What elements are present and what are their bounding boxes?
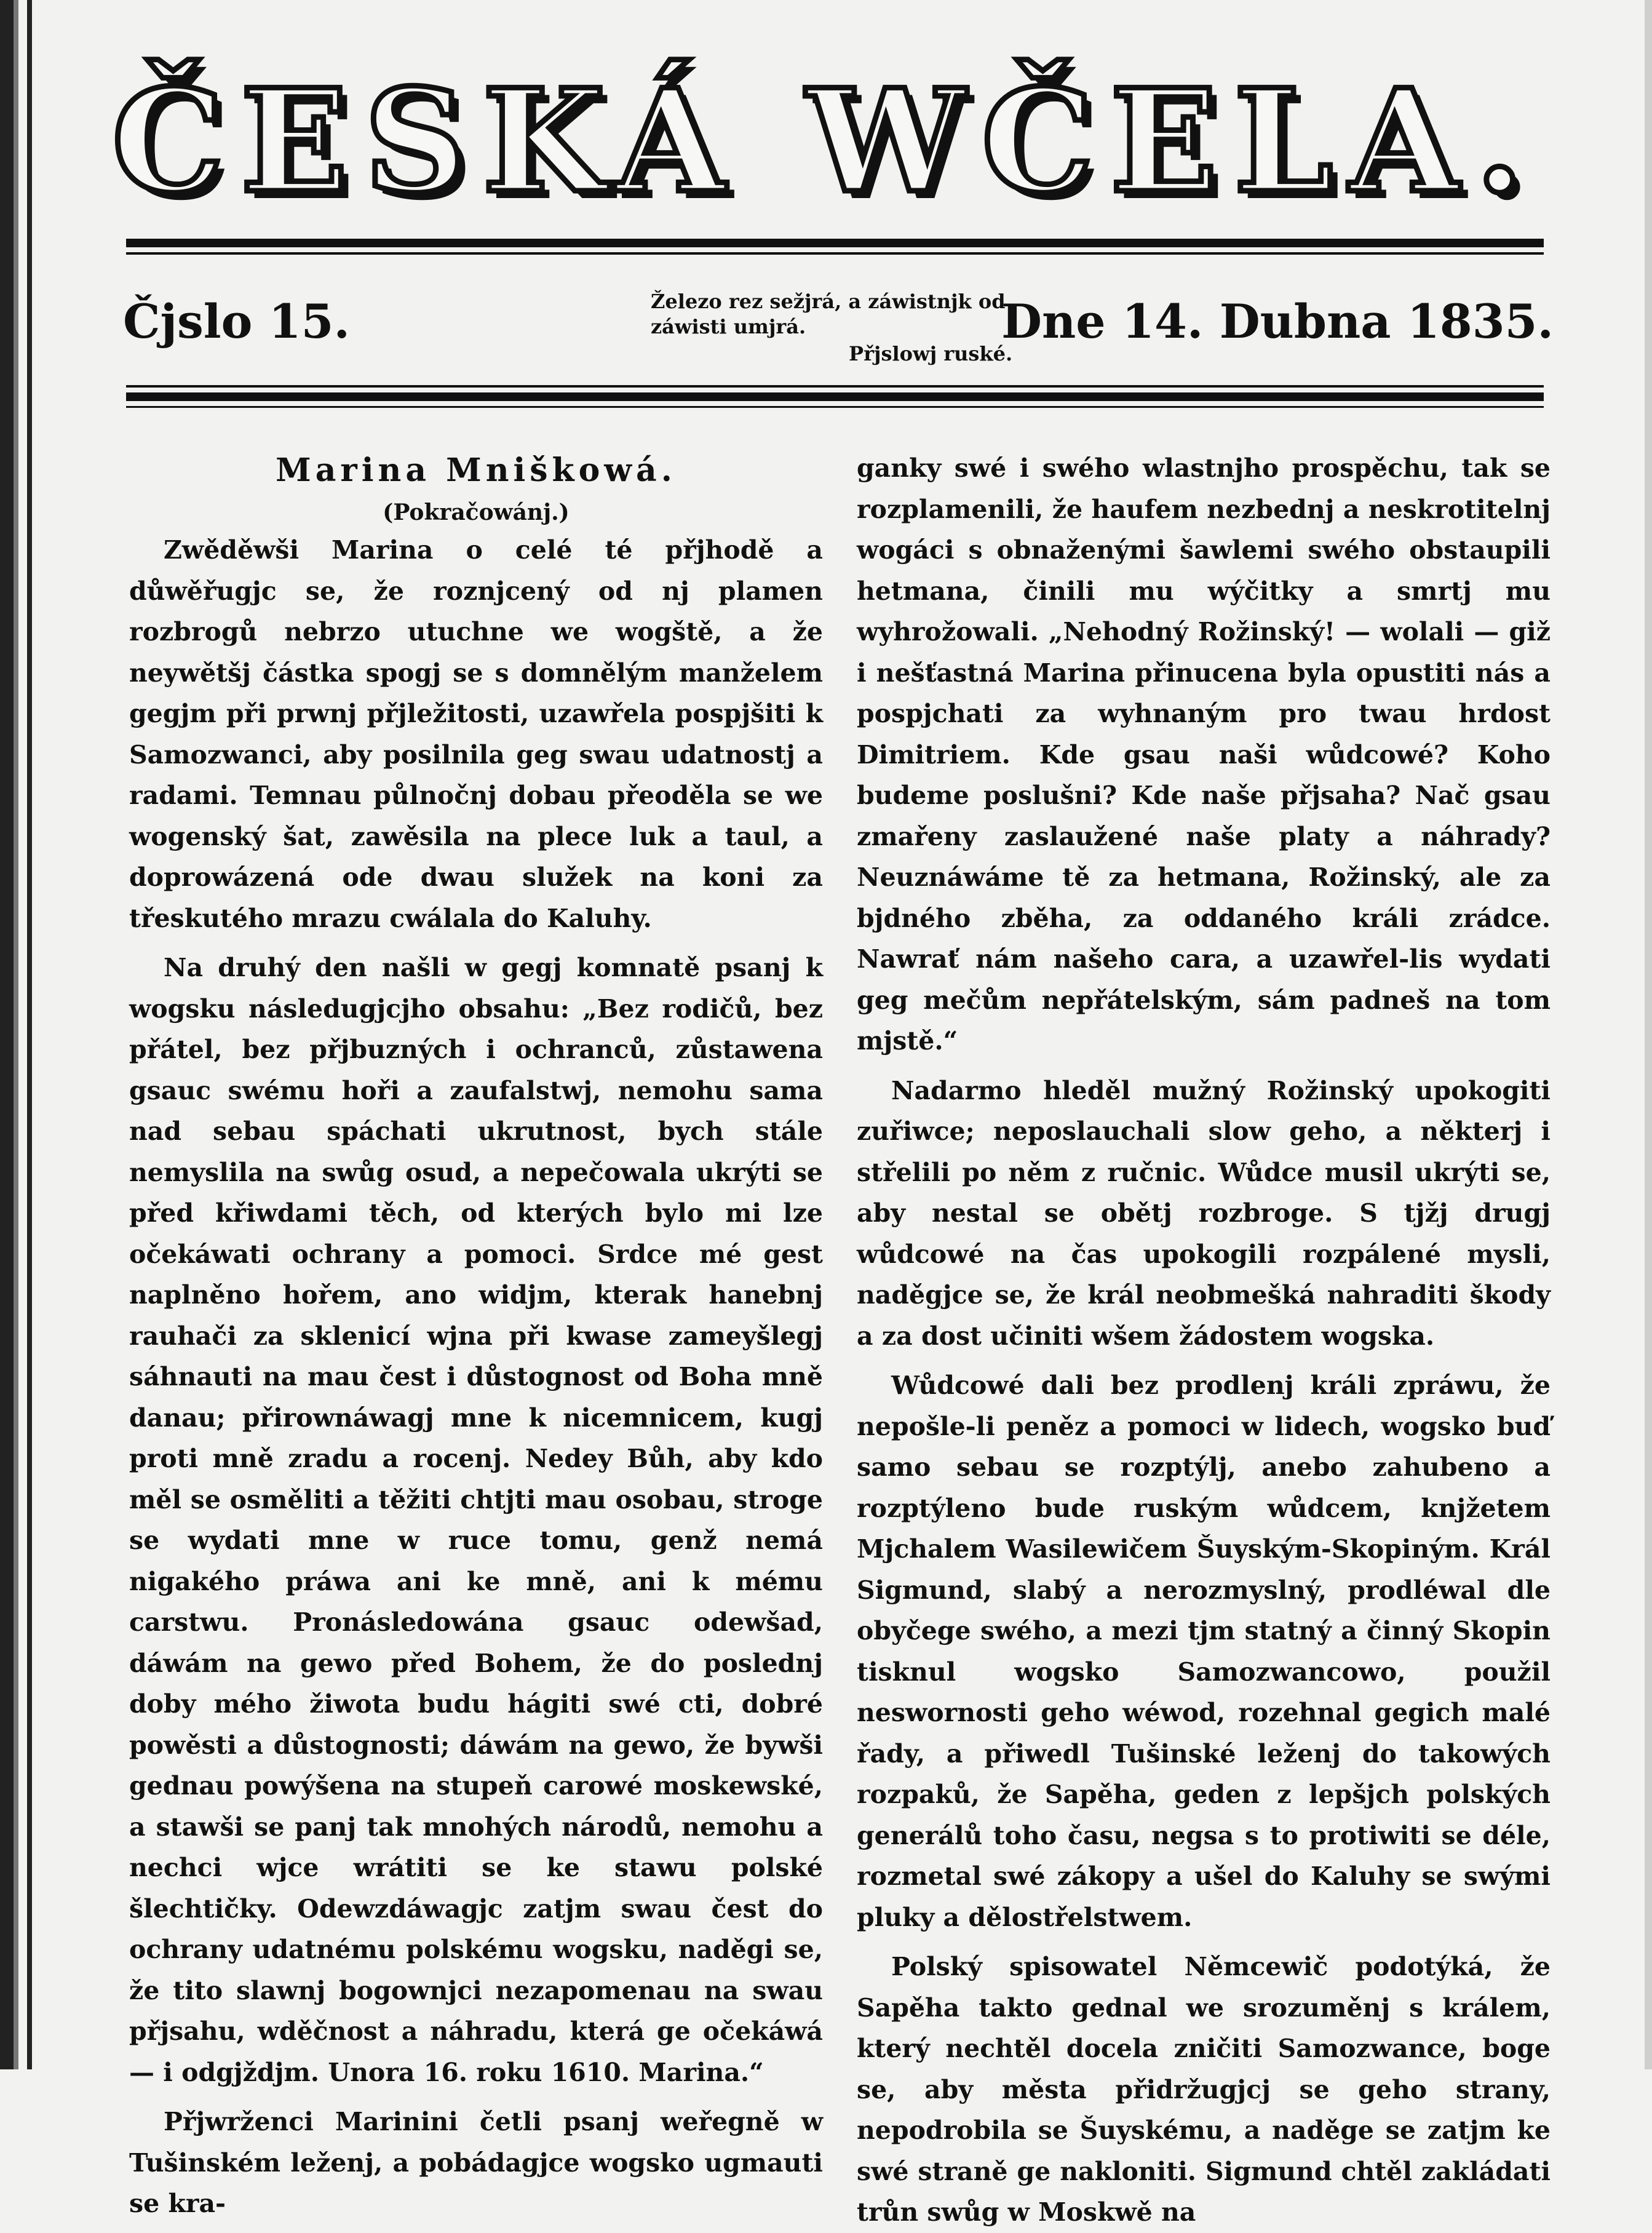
header-rule-top-thin	[126, 252, 1544, 255]
article-continued-note: (Pokračowánj.)	[383, 500, 570, 525]
left-column	[129, 446, 823, 2224]
issue-number: Čjslo 15.	[123, 294, 351, 349]
header-rule-top-thick	[126, 239, 1544, 247]
paragraph: Polský spisowatel Němcewič podotýká, že Sapěha takto gednal we srozuměnj s králem, který nechtěl docela zničiti Samozwance, boge se, aby města přidržugjcj se geho strany, nepodrobila se Šuyskému, a naděge se zatjm ke swé straně ge nakloniti. Sigmund chtěl zakládati trůn swůg w Moskwě na	[857, 1952, 1551, 2227]
header-rule-bottom-hairline	[126, 406, 1544, 408]
paragraph: Zwěděwši Marina o celé té přjhodě a důwěřugjc se, že roznjcený od nj plamen rozbrogů nebrzo utuchne we wogště, a že neywětšj částka spogj se s domnělým manželem gegjm při prwnj přjležitosti, uzawřela pospjšiti k Samozwanci, aby posilnila geg swau udatnostj a radami. Temnau půlnočnj dobau přeoděla se we wogenský šat, zawěsila na plece luk a taul, a doprowázená ode dwau služek na koni za třeskutého mrazu cwálala do Kaluhy.	[129, 535, 823, 933]
paragraph: Nadarmo hleděl mužný Rožinský upokogiti zuřiwce; neposlauchali slow geho, a některj i střelili po něm z ručnic. Wůdce musil ukrýti se, aby nestal se obětj rozbroge. S tjžj drugj wůdcowé na čas upokogili rozpálené mysli, naděgjce se, že král neobmešká nahraditi škody a za dost učiniti wšem žádostem wogska.	[857, 1075, 1551, 1351]
paragraph: Wůdcowé dali bez prodlenj králi zpráwu, že nepošle-li peněz a pomoci w lidech, wogsko buď samo sebau se rozptýlj, anebo zahubeno a rozptýleno bude ruským wůdcem, knjžetem Mjchalem Wasilewičem Šuyským-Skopiným. Král Sigmund, slabý a nerozmyslný, prodléwal dle obyčege swého, a mezi tjm statný a činný Skopin tisknul wogsko Samozwancowo, použil neswornosti geho wéwod, rozehnal gegich malé řady, a přiwedl Tušinské leženj do takowých rozpaků, že Sapěha, geden z lepšjch polských generálů toho času, negsa s to protiwiti se déle, rozmetal swé zákopy a ušel do Kaluhy se swými pluky a dělostřelstwem.	[857, 1371, 1551, 1932]
motto: Železo rez sežjrá, a záwistnjk od záwisti umjrá.	[651, 290, 1006, 338]
paragraph: Přjwrženci Marinini četli psanj weřegně w Tušinském leženj, a pobádagjce wogsko ugmauti se kra-	[129, 2107, 823, 2218]
header-rule-bottom-thin	[126, 385, 1544, 388]
masthead	[111, 58, 1541, 225]
page-right-edge	[1645, 0, 1652, 2069]
page-binding-edge	[0, 0, 37, 2069]
paragraph: ganky swé i swého wlastnjho prospěchu, tak se rozplamenili, že haufem nezbednj a neskrotitelnj wogáci s obnaženými šawlemi swého obstaupili hetmana, činili mu wýčitky a smrtj mu wyhrožowali. „Nehodný Rožinský! — wolali — giž i nešťastná Marina přinucena byla opustiti nás a pospjchati za wyhnaným pro twau hrdost Dimitriem. Kde gsau naši wůdcowé? Koho budeme poslušni? Kde naše přjsaha? Nač gsau zmařeny zaslaužené naše platy a náhrady? Neuznáwáme tě za hetmana, Rožinský, ale za bjdného zběha, za oddaného králi zrádce. Nawrať nám našeho cara, a uzawřel-lis wydati geg mečům nepřátelským, sám padneš na tom mjstě.“	[857, 453, 1551, 1056]
paragraph: Na druhý den našli w gegj komnatě psanj k wogsku následugjcjho obsahu: „Bez rodičů, bez přátel, bez přjbuzných i ochranců, zůstawena gsauc swému hoři a zaufalstwj, nemohu sama nad sebau spáchati ukrutnost, bych stále nemyslila na swůg osud, a nepečowala ukrýti se před křiwdami těch, od kterých bylo mi lze očekáwati ochrany a pomoci. Srdce mé gest naplněno hořem, ano widjm, kterak hanebnj rauhači za sklenicí wjna při kwase zameyšlegj sáhnauti na mau čest i důstognost od Boha mně danau; přirownáwagj mne k nicemnicem, kugj proti mně zradu a rocenj. Nedey Bůh, aby kdo měl se osměliti a těžiti chtjti mau osobau, stroge se wydati mne w ruce tomu, genž nemá nigakého práwa ani ke mně, ani k mému carstwu. Pronásledowána gsauc odewšad, dáwám na gewo před Bohem, že do poslednj doby mého žiwota budu hágiti swé cti, dobré powěsti a důstognosti; dáwám na gewo, že bywši gednau powýšena na stupeň carowé moskewské, a stawši se panj tak mnohých národů, nemohu a nechci wjce wrátiti se ke stawu polské šlechtičky. Odewzdáwagjc zatjm swau čest do ochrany udatnému polskému wogsku, naděgi se, že tito slawnj bogownjci nezapomenau na swau přjsahu, wděčnost a náhradu, která ge očekáwá — i odgjždjm. Unora 16. roku 1610. Marina.“	[129, 953, 823, 2087]
masthead-title: ČESKÁ WČELA.	[111, 58, 1541, 225]
article-title: Marina Mniškowá.	[276, 452, 677, 489]
right-column	[857, 448, 1551, 2233]
issue-date: Dne 14. Dubna 1835.	[1001, 294, 1554, 349]
motto-source: Přjslowj ruské.	[849, 342, 1013, 365]
header-rule-bottom-thick	[126, 392, 1544, 401]
